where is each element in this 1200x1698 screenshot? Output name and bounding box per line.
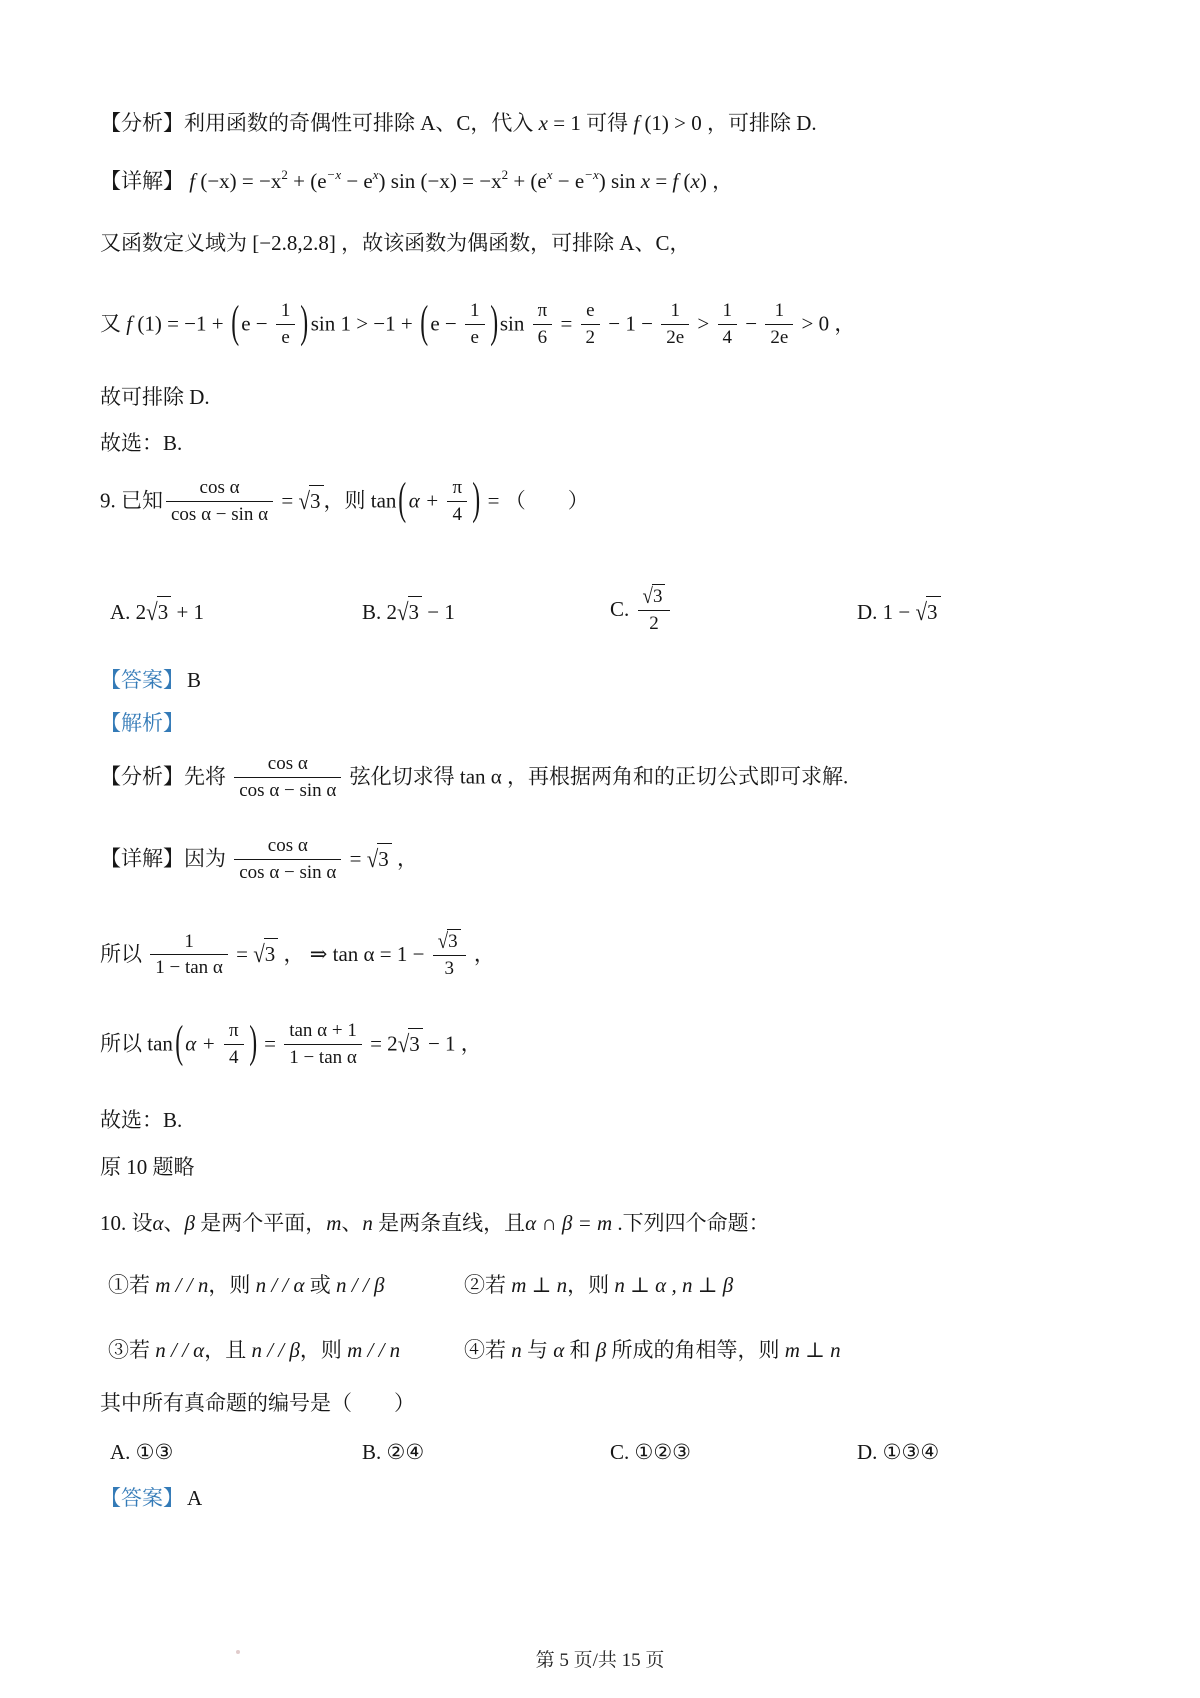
var-f: f bbox=[672, 169, 679, 193]
var-f: f bbox=[126, 311, 133, 336]
q10-props-row-2 bbox=[100, 1335, 1148, 1365]
fraction: $\frac{1}{e}$ bbox=[465, 298, 485, 350]
text-run: 所以 bbox=[100, 942, 148, 967]
q9-answer-line bbox=[100, 665, 1140, 695]
math-run: ) ， bbox=[699, 169, 734, 193]
text-run: 所以 tan bbox=[100, 1031, 173, 1056]
exponent: 2 bbox=[501, 167, 509, 182]
text-run: 故选：B. bbox=[100, 1108, 183, 1132]
q9-analysis-line bbox=[100, 753, 1140, 805]
left-paren: ( bbox=[420, 298, 429, 348]
text-run: 又 bbox=[100, 311, 127, 336]
math-run: e − bbox=[430, 311, 462, 336]
math-run: ( bbox=[678, 169, 691, 193]
exponent: −x bbox=[584, 167, 599, 182]
q10-options-row bbox=[100, 1437, 1150, 1467]
explain-label: 【解析】 bbox=[100, 711, 184, 735]
option-a: A. ①③ bbox=[110, 1440, 174, 1464]
text-run: 利用函数的奇偶性可排除 A、C，代入 bbox=[184, 111, 539, 135]
q9-step2-line bbox=[100, 1020, 1140, 1072]
q10-answer-line bbox=[100, 1483, 1140, 1513]
q8-exclude-line bbox=[100, 382, 1140, 412]
q8-domain-line bbox=[100, 228, 1140, 258]
math-run: (−x) = −x bbox=[195, 169, 282, 193]
sqrt: √3 bbox=[643, 584, 666, 609]
proposition-4: ④若 n 与 α 和 β 所成的角相等，则 m ⊥ n bbox=[464, 1338, 841, 1362]
answer-value: A bbox=[187, 1486, 203, 1510]
math-run: − e bbox=[552, 169, 585, 193]
answer-value: B bbox=[187, 668, 202, 692]
fraction: $\frac{\text{cos α}}{\text{cos α − sin α}}$ bbox=[166, 475, 273, 527]
math-run: = bbox=[230, 942, 254, 967]
text-run: ，则 tan bbox=[323, 488, 397, 513]
math-run: − e bbox=[341, 169, 373, 193]
math-run: + (e bbox=[287, 169, 327, 193]
q8-f1-line bbox=[100, 300, 1140, 352]
q8-choose-line bbox=[100, 428, 1140, 458]
fraction: $\frac{e}{2}$ bbox=[581, 298, 601, 350]
text-run: ， bbox=[468, 942, 495, 967]
text-run: 故可排除 D. bbox=[100, 385, 210, 409]
left-paren: ( bbox=[175, 1018, 184, 1068]
option-c bbox=[610, 585, 857, 638]
var-x: x bbox=[640, 169, 651, 193]
sqrt: √3 bbox=[916, 596, 941, 627]
math-run: α + bbox=[408, 488, 445, 513]
math-run: + (e bbox=[508, 169, 547, 193]
sqrt: √3 bbox=[397, 596, 422, 627]
math-run: = bbox=[258, 1031, 282, 1056]
math-run: − bbox=[740, 311, 763, 336]
text-run: 其中所有真命题的编号是（ ） bbox=[100, 1391, 415, 1415]
math-run: ) sin bbox=[598, 169, 641, 193]
exponent: −x bbox=[326, 167, 342, 182]
left-paren: ( bbox=[231, 298, 239, 348]
var-f: f bbox=[633, 111, 640, 135]
math-run: ， ⇒ tan α = 1 − bbox=[278, 942, 430, 967]
math-run: > 0 ， bbox=[796, 311, 856, 336]
exponent: 2 bbox=[281, 167, 288, 182]
proposition-3: ③若 n / / α，且 n / / β，则 m / / n bbox=[108, 1338, 401, 1362]
text-run: 先将 bbox=[184, 764, 232, 789]
text-run: = 1 可得 bbox=[548, 111, 634, 135]
q9-step1-line bbox=[100, 930, 1140, 983]
math-run: = bbox=[555, 311, 578, 336]
q9-detail-line bbox=[100, 835, 1140, 887]
q10-stem: 10. 设α、β 是两个平面，m、n 是两条直线，且α ∩ β = m .下列四个命题： bbox=[100, 1211, 770, 1235]
text-run: (1) > 0 ，可排除 D. bbox=[639, 111, 817, 135]
text-run: = （ ） bbox=[482, 488, 589, 513]
fraction: $\frac{\pi}{4}$ bbox=[224, 1018, 244, 1070]
radical-sign: √ bbox=[298, 486, 310, 515]
detail-label: 【详解】 bbox=[100, 169, 184, 193]
fraction: $\frac{\text{cos α}}{\text{cos α − sin α}}$ bbox=[234, 833, 341, 885]
sqrt: √3 bbox=[398, 1028, 423, 1059]
proposition-2: ②若 m ⊥ n，则 n ⊥ α , n ⊥ β bbox=[464, 1273, 734, 1297]
q8-detail-line bbox=[100, 166, 1140, 199]
fraction: $\frac{\pi}{4}$ bbox=[447, 475, 467, 527]
sqrt: √3 bbox=[298, 485, 323, 516]
left-paren: ( bbox=[398, 475, 407, 525]
math-run: = 2 bbox=[364, 1031, 398, 1056]
analysis-label: 【分析】 bbox=[100, 764, 184, 789]
page-footer: 第 5 页/共 15 页 bbox=[535, 1650, 665, 1671]
answer-label: 【答案】 bbox=[100, 1486, 184, 1510]
fraction: $\frac{√3}{3}$ bbox=[433, 928, 466, 981]
math-run: sin 1 > −1 + bbox=[310, 311, 418, 336]
var-x: x bbox=[690, 169, 700, 193]
sqrt: √3 bbox=[253, 938, 278, 969]
text-run: 弦化切求得 tan α ，再根据两角和的正切公式即可求解. bbox=[344, 764, 849, 789]
sqrt: √3 bbox=[146, 596, 171, 627]
option-c: C. ①②③ bbox=[610, 1440, 691, 1464]
text-run: 原 10 题略 bbox=[100, 1155, 195, 1179]
math-run: ) sin (−x) = −x bbox=[378, 169, 502, 193]
answer-label: 【答案】 bbox=[100, 668, 184, 692]
fraction: $\frac{1}{2e}$ bbox=[765, 298, 793, 350]
option-label: D. bbox=[857, 599, 878, 624]
exponent: x bbox=[372, 167, 379, 182]
math-run: sin bbox=[499, 311, 530, 336]
fraction: $\frac{1}{e}$ bbox=[276, 298, 296, 350]
math-run: = bbox=[344, 846, 367, 871]
math-run: e − bbox=[241, 311, 273, 336]
right-paren: ) bbox=[248, 1018, 257, 1068]
detail-label: 【详解】 bbox=[100, 846, 184, 871]
option-label: C. bbox=[610, 597, 630, 622]
q9-choose-line bbox=[100, 1105, 1140, 1135]
text-run: − 1 ， bbox=[422, 1031, 482, 1056]
question-number: 9. 已知 bbox=[100, 488, 163, 513]
math-run: (1) = −1 + bbox=[132, 311, 229, 336]
right-paren: ) bbox=[472, 475, 481, 525]
fraction: $\frac{1}{4}$ bbox=[718, 298, 738, 350]
math-run: = bbox=[276, 488, 299, 513]
option-a: A. 2√3 + 1 bbox=[110, 596, 362, 627]
question-number: 10. 设 bbox=[100, 1211, 153, 1235]
option-label: B. bbox=[362, 599, 382, 624]
option-b: B. 2√3 − 1 bbox=[362, 596, 610, 627]
proposition-1: ①若 m / / n，则 n / / α 或 n / / β bbox=[108, 1273, 385, 1297]
text-run: ， bbox=[391, 846, 418, 871]
option-d: D. ①③④ bbox=[857, 1440, 940, 1464]
option-label: A. bbox=[110, 599, 131, 624]
q10-question-line bbox=[100, 1388, 1140, 1418]
math-run: = bbox=[650, 169, 673, 193]
text-run: 因为 bbox=[184, 846, 232, 871]
q9-stem bbox=[100, 477, 1140, 529]
var-x: x bbox=[538, 111, 548, 135]
math-run: > bbox=[692, 311, 715, 336]
option-d: D. 1 − √3 bbox=[857, 596, 1150, 627]
fraction: $\frac{\text{tan α + 1}}{\text{1 − tan α}}$ bbox=[284, 1018, 362, 1070]
fraction: $\frac{1}{\text{1 − tan α}}$ bbox=[150, 929, 228, 981]
sqrt: √3 bbox=[367, 843, 392, 874]
var-f: f bbox=[189, 169, 196, 193]
q10-note-line bbox=[100, 1152, 1140, 1182]
option-b: B. ②④ bbox=[362, 1440, 425, 1464]
math-run: − 1 − bbox=[603, 311, 659, 336]
q9-explain-line bbox=[100, 708, 1140, 738]
text-run: 又函数定义域为 [−2.8,2.8] ，故该函数为偶函数，可排除 A、C， bbox=[100, 231, 691, 255]
right-paren: ) bbox=[489, 298, 498, 348]
fraction: $\frac{1}{2e}$ bbox=[661, 298, 689, 350]
analysis-label: 【分析】 bbox=[100, 111, 184, 135]
q10-props-row-1 bbox=[100, 1270, 1148, 1300]
q9-options-row bbox=[100, 585, 1150, 638]
text-run: 故选：B. bbox=[100, 431, 183, 455]
fraction: $\frac{\pi}{6}$ bbox=[533, 298, 553, 350]
math-run: α + bbox=[185, 1031, 221, 1056]
fraction: $\frac{\text{cos α}}{\text{cos α − sin α}}$ bbox=[234, 751, 341, 803]
exponent: x bbox=[546, 167, 553, 182]
q8-analysis-line bbox=[100, 108, 1140, 138]
right-paren: ) bbox=[300, 298, 309, 348]
fraction: $\frac{√3}{2}$ bbox=[638, 583, 671, 636]
sqrt: √3 bbox=[438, 929, 461, 954]
